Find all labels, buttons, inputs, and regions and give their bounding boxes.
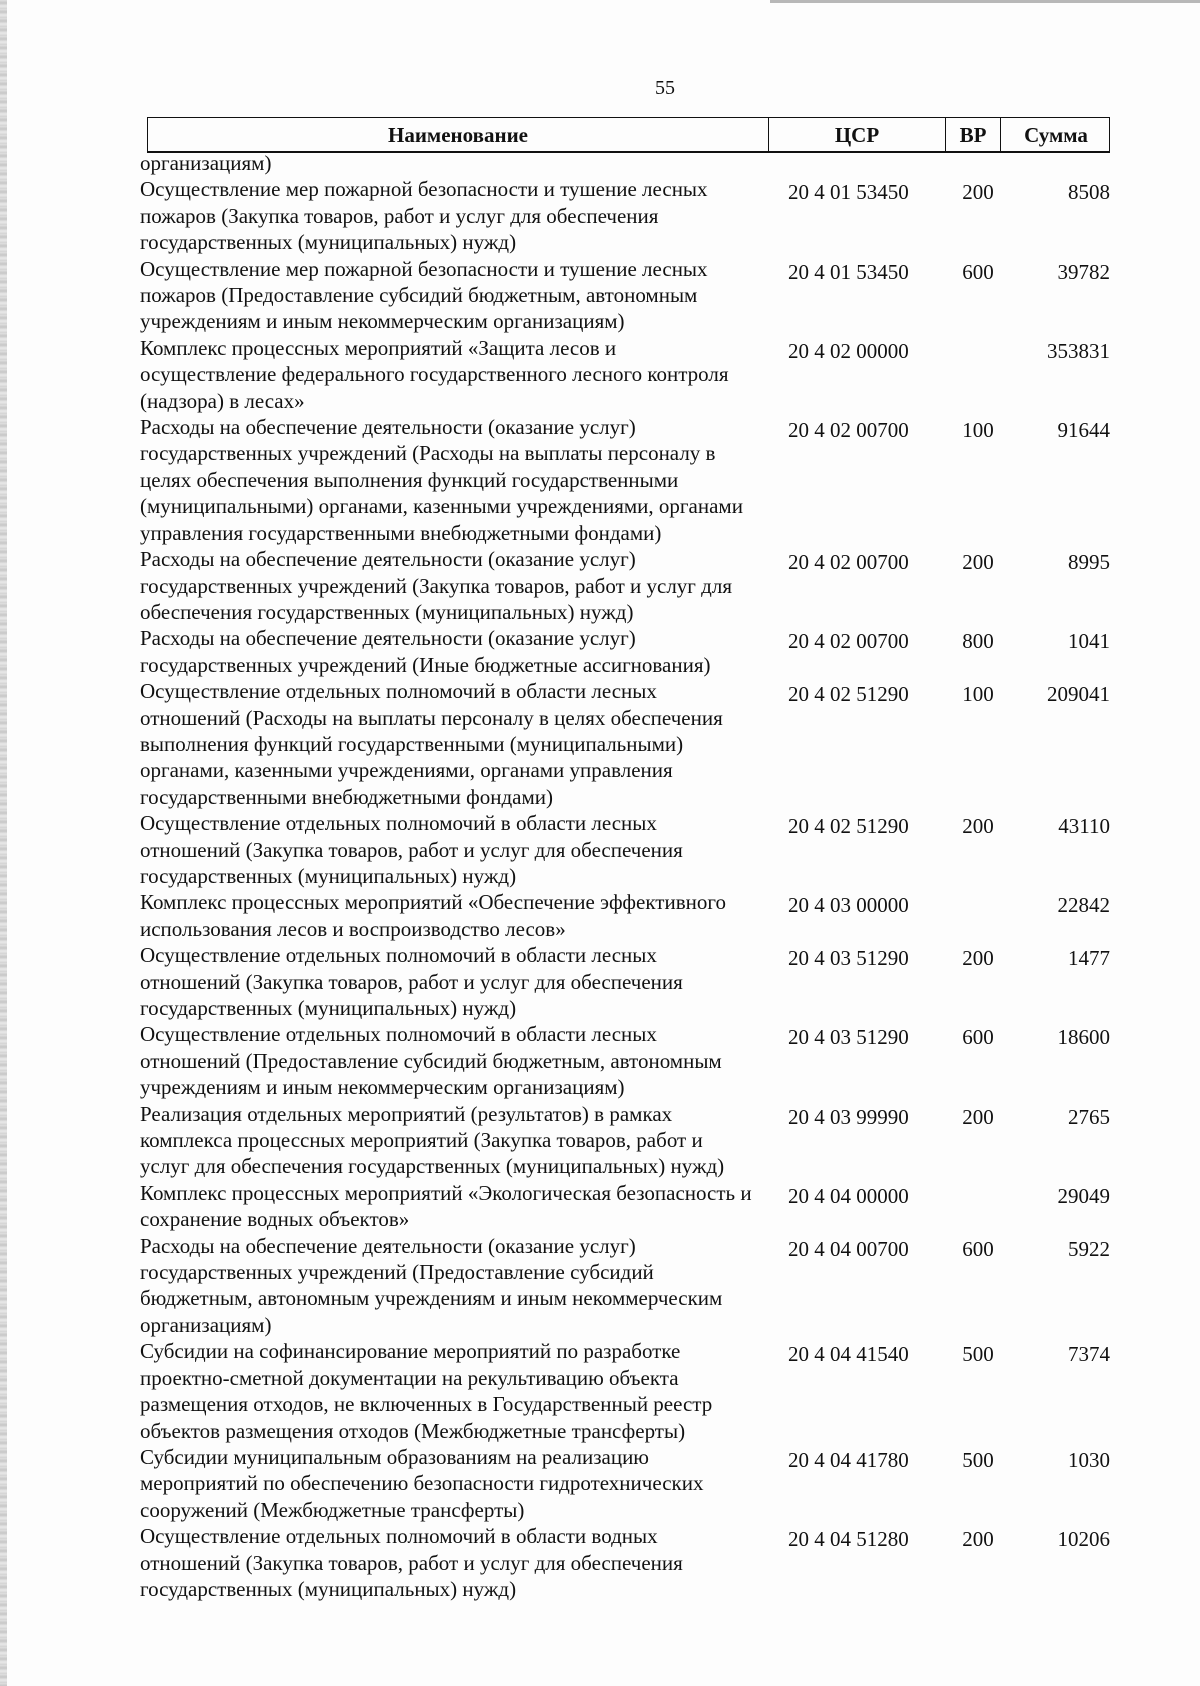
row-sum: 22842 <box>1057 893 1110 918</box>
row-sum: 1030 <box>1068 1447 1110 1472</box>
row-vr: 800 <box>962 629 994 654</box>
header-vr: ВР <box>945 118 1000 151</box>
table-row <box>140 335 1110 414</box>
table-row <box>140 1523 1110 1602</box>
row-csr: 20 4 04 51280 <box>788 1527 909 1552</box>
row-sum: 39782 <box>1057 259 1110 284</box>
row-sum: 5922 <box>1068 1236 1110 1261</box>
row-sum: 18600 <box>1057 1025 1110 1050</box>
table-row-continuation <box>140 150 1110 176</box>
row-csr: 20 4 01 53450 <box>788 259 909 284</box>
table-row <box>140 1021 1110 1100</box>
row-sum: 353831 <box>1047 338 1110 363</box>
table-row <box>140 176 1110 255</box>
header-name: Наименование <box>388 123 528 147</box>
row-name: Субсидии муниципальным образованиям на реализацию мероприятий по обеспечению безопасности гидротехнических сооружений (Межбюджетные трансферты) <box>140 1444 704 1522</box>
row-vr: 200 <box>962 1104 994 1129</box>
page-number: 55 <box>655 77 675 99</box>
row-csr: 20 4 02 00700 <box>788 418 909 443</box>
row-name: Комплекс процессных мероприятий «Обеспечение эффективного использования лесов и воспроизводство лесов» <box>140 890 726 941</box>
row-name: Расходы на обеспечение деятельности (оказание услуг) государственных учреждений (Закупка товаров, работ и услуг для обеспечения государственных (муниципальных) нужд) <box>140 547 732 624</box>
row-name: Расходы на обеспечение деятельности (оказание услуг) государственных учреждений (Иные бюджетные ассигнования) <box>140 626 711 677</box>
row-vr: 200 <box>962 180 994 205</box>
table-row <box>140 1338 1110 1444</box>
row-name: Осуществление отдельных полномочий в области лесных отношений (Предоставление субсидий бюджетным, автономным учреждениям и иным некоммерческим организациям) <box>140 1022 722 1100</box>
row-name: Осуществление отдельных полномочий в области водных отношений (Закупка товаров, работ и услуг для обеспечения государственных (муниципальных) нужд) <box>140 1524 683 1601</box>
table-header <box>147 117 1110 153</box>
table-row <box>140 678 1110 810</box>
row-vr: 600 <box>962 259 994 284</box>
table-rows <box>140 176 1110 1602</box>
table-row <box>140 1233 1110 1339</box>
row-name: Осуществление отдельных полномочий в области лесных отношений (Закупка товаров, работ и услуг для обеспечения государственных (муниципальных) нужд) <box>140 811 683 888</box>
row-csr: 20 4 04 00000 <box>788 1183 909 1208</box>
row-sum: 43110 <box>1058 814 1110 839</box>
row-csr: 20 4 04 41780 <box>788 1447 909 1472</box>
row-vr: 600 <box>962 1025 994 1050</box>
row-name: Осуществление мер пожарной безопасности и тушение лесных пожаров (Закупка товаров, работ и услуг для обеспечения государственных (муниципальных) нужд) <box>140 177 708 255</box>
row-csr: 20 4 04 41540 <box>788 1342 909 1367</box>
row-csr: 20 4 03 99990 <box>788 1104 909 1129</box>
row-name: организациям) <box>140 151 272 175</box>
row-vr: 100 <box>962 418 994 443</box>
row-name: Комплекс процессных мероприятий «Защита лесов и осуществление федерального государственного лесного контроля (надзора) в лесах» <box>140 335 729 413</box>
row-sum: 7374 <box>1068 1342 1110 1367</box>
row-name: Субсидии на софинансирование мероприятий по разработке проектно-сметной документации на рекультивацию объекта размещения отходов, не включенных в Государственный реестр объектов размещения отходов (Межбюджетные трансферты) <box>140 1339 713 1443</box>
row-vr: 100 <box>962 682 994 707</box>
table-body <box>140 150 1110 1602</box>
table-row <box>140 810 1110 889</box>
row-vr: 600 <box>962 1236 994 1261</box>
row-sum: 1477 <box>1068 946 1110 971</box>
row-vr: 200 <box>962 550 994 575</box>
row-csr: 20 4 02 00700 <box>788 629 909 654</box>
row-csr: 20 4 02 51290 <box>788 814 909 839</box>
table-row <box>140 1180 1110 1233</box>
row-name: Осуществление отдельных полномочий в области лесных отношений (Закупка товаров, работ и услуг для обеспечения государственных (муниципальных) нужд) <box>140 943 683 1020</box>
row-name: Осуществление мер пожарной безопасности и тушение лесных пожаров (Предоставление субсидий бюджетным, автономным учреждениям и иным некоммерческим организациям) <box>140 256 708 334</box>
row-csr: 20 4 02 51290 <box>788 682 909 707</box>
row-sum: 8508 <box>1068 180 1110 205</box>
scan-edge-top <box>770 0 1200 3</box>
row-csr: 20 4 02 00700 <box>788 550 909 575</box>
row-sum: 8995 <box>1068 550 1110 575</box>
row-sum: 91644 <box>1057 418 1110 443</box>
table-row <box>140 1444 1110 1523</box>
row-sum: 209041 <box>1047 682 1110 707</box>
row-name: Осуществление отдельных полномочий в области лесных отношений (Расходы на выплаты персоналу в целях обеспечения выполнения функций государственными (муниципальными) органами, казенными учреждениями, органами управления государственными внебюджетными фондами) <box>140 679 723 809</box>
table-row <box>140 889 1110 942</box>
row-name: Комплекс процессных мероприятий «Экологическая безопасность и сохранение водных объектов» <box>140 1180 752 1232</box>
row-csr: 20 4 04 00700 <box>788 1236 909 1261</box>
row-name: Расходы на обеспечение деятельности (оказание услуг) государственных учреждений (Предоставление субсидий бюджетным, автономным учреждениям и иным некоммерческим организациям) <box>140 1233 723 1337</box>
table-row <box>140 256 1110 335</box>
row-vr: 200 <box>962 1527 994 1552</box>
scan-edge-left <box>0 0 7 1686</box>
table-row <box>140 414 1110 546</box>
row-csr: 20 4 02 00000 <box>788 338 909 363</box>
row-csr: 20 4 01 53450 <box>788 180 909 205</box>
table-row <box>140 942 1110 1021</box>
table-row <box>140 1101 1110 1180</box>
row-name: Расходы на обеспечение деятельности (оказание услуг) государственных учреждений (Расходы на выплаты персоналу в целях обеспечения выполнения функций государственными (муниципальными) органами, казенными учреждениями, органами управления государственными внебюджетными фондами) <box>140 415 743 545</box>
row-csr: 20 4 03 51290 <box>788 1025 909 1050</box>
row-sum: 10206 <box>1057 1527 1110 1552</box>
row-vr: 200 <box>962 814 994 839</box>
row-vr: 500 <box>962 1447 994 1472</box>
row-name: Реализация отдельных мероприятий (результатов) в рамках комплекса процессных мероприятий (Закупка товаров, работ и услуг для обеспечения государственных (муниципальных) нужд) <box>140 1101 725 1179</box>
row-sum: 2765 <box>1068 1104 1110 1129</box>
header-sum: Сумма <box>1000 118 1111 151</box>
row-sum: 1041 <box>1068 629 1110 654</box>
row-csr: 20 4 03 51290 <box>788 946 909 971</box>
row-sum: 29049 <box>1057 1183 1110 1208</box>
table-row <box>140 546 1110 625</box>
header-csr: ЦСР <box>768 118 945 151</box>
row-vr: 500 <box>962 1342 994 1367</box>
row-vr: 200 <box>962 946 994 971</box>
table-row <box>140 625 1110 678</box>
row-csr: 20 4 03 00000 <box>788 893 909 918</box>
